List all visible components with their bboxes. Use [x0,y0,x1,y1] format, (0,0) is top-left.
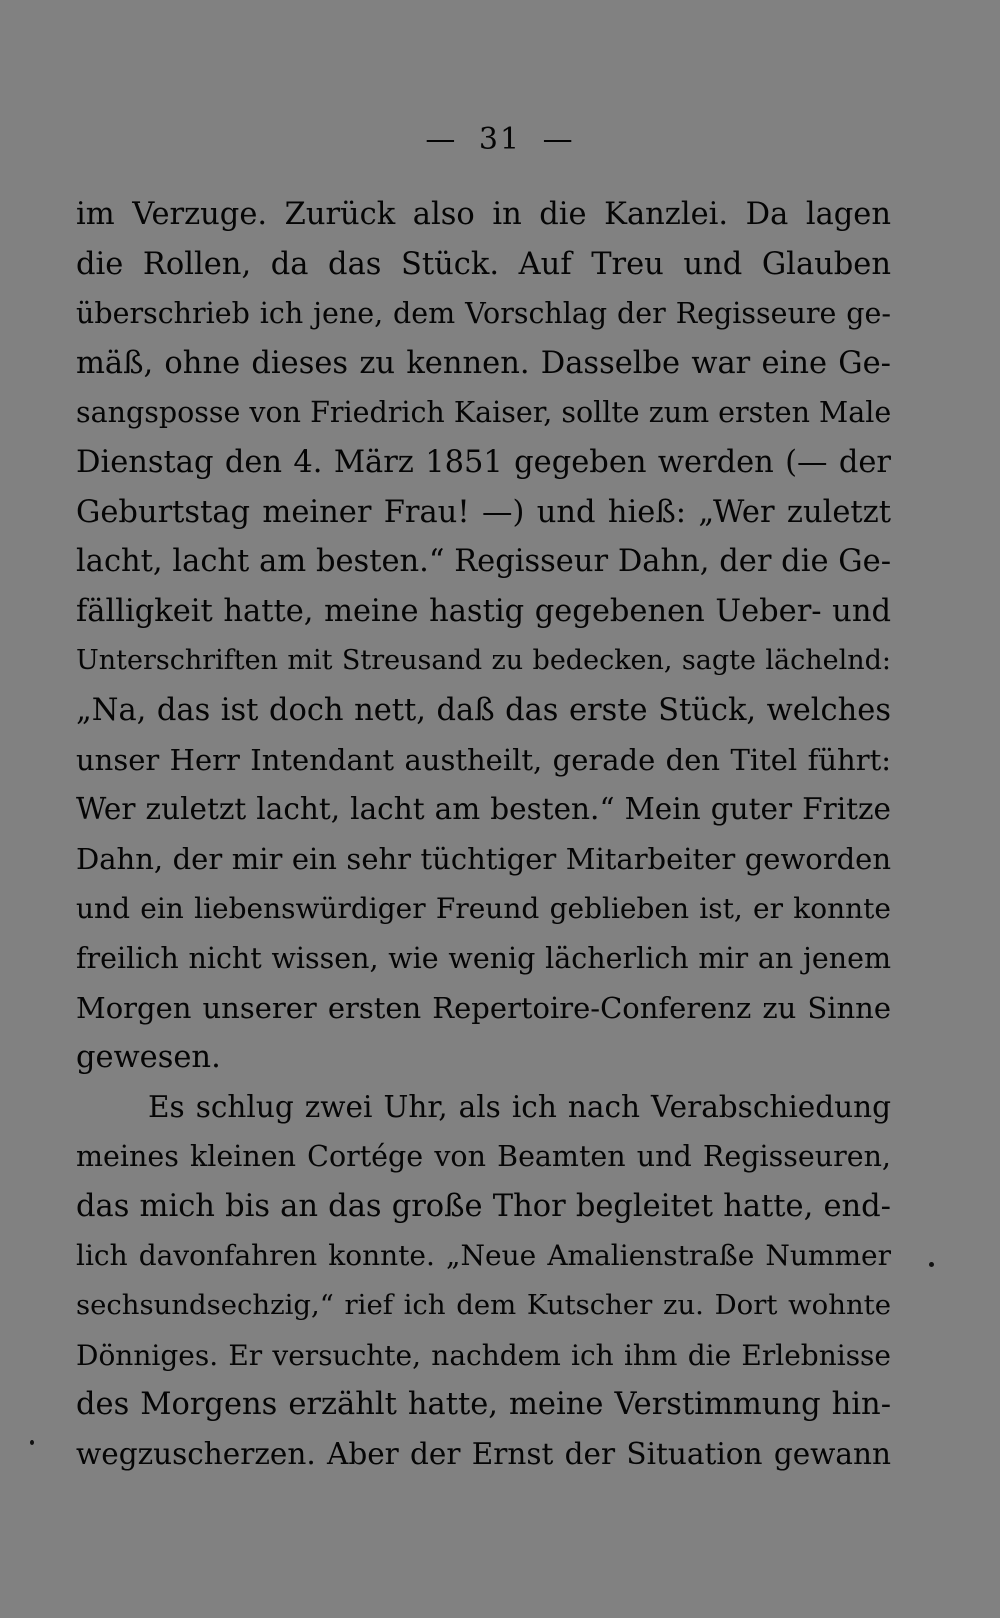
text-line: des Morgens erzählt hatte, meine Verstimmung hin- [76,1387,891,1423]
text-line: Dahn, der mir ein sehr tüchtiger Mitarbeiter geworden [76,841,891,876]
text-line: Geburtstag meiner Frau! —) und hieß: „Wer zuletzt [76,494,891,530]
text-line: im Verzuge. Zurück also in die Kanzlei. Da lagen [76,197,891,232]
scan-speck [929,1262,934,1267]
text-line: meines kleinen Cortége von Beamten und Regisseuren, [76,1140,891,1174]
body-text [76,190,891,1479]
text-line: fälligkeit hatte, meine hastig gegebenen Ueber- und [76,593,891,629]
text-line: Wer zuletzt lacht, lacht am besten.“ Mein guter Fritze [76,792,891,827]
text-line: Dönniges. Er versuchte, nachdem ich ihm die Erlebnisse [76,1338,891,1372]
text-line: gewesen. [76,1040,221,1076]
page-number [0,122,1000,157]
scan-speck [30,1440,34,1445]
text-line: mäß, ohne dieses zu kennen. Dasselbe war eine Ge- [76,345,891,381]
text-line: sechsundsechzig,“ rief ich dem Kutscher zu. Dort wohnte [76,1289,891,1322]
text-line: die Rollen, da das Stück. Auf Treu und Glauben [76,246,891,282]
page-number-dash-right: — [542,122,575,157]
text-line: und ein liebenswürdiger Freund geblieben ist, er konnte [76,892,891,926]
text-line: sangsposse von Friedrich Kaiser, sollte zum ersten Male [76,396,892,430]
text-line: das mich bis an das große Thor begleitet hatte, end- [76,1188,891,1224]
text-line: freilich nicht wissen, wie wenig lächerlich mir an jenem [76,941,891,975]
text-line: wegzuscherzen. Aber der Ernst der Situation gewann [76,1436,891,1471]
text-line: überschrieb ich jene, dem Vorschlag der Regisseure ge- [76,297,891,331]
text-line: Morgen unserer ersten Repertoire-Conferenz zu Sinne [76,990,891,1025]
text-line: unser Herr Intendant austheilt, gerade den Titel führt: [76,742,891,777]
page-number-dash-left: — [425,122,458,157]
page-number-value: 31 [478,122,522,157]
text-line: lacht, lacht am besten.“ Regisseur Dahn, der die Ge- [76,544,891,580]
text-line: Unterschriften mit Streusand zu bedecken, sagte lächelnd: [76,645,891,677]
text-line: Es schlug zwei Uhr, als ich nach Verabschiedung [148,1089,891,1124]
text-line: Dienstag den 4. März 1851 gegeben werden (— der [76,444,891,480]
text-line: lich davonfahren konnte. „Neue Amalienstraße Nummer [76,1239,891,1273]
text-line: „Na, das ist doch nett, daß das erste Stück, welches [76,692,891,728]
